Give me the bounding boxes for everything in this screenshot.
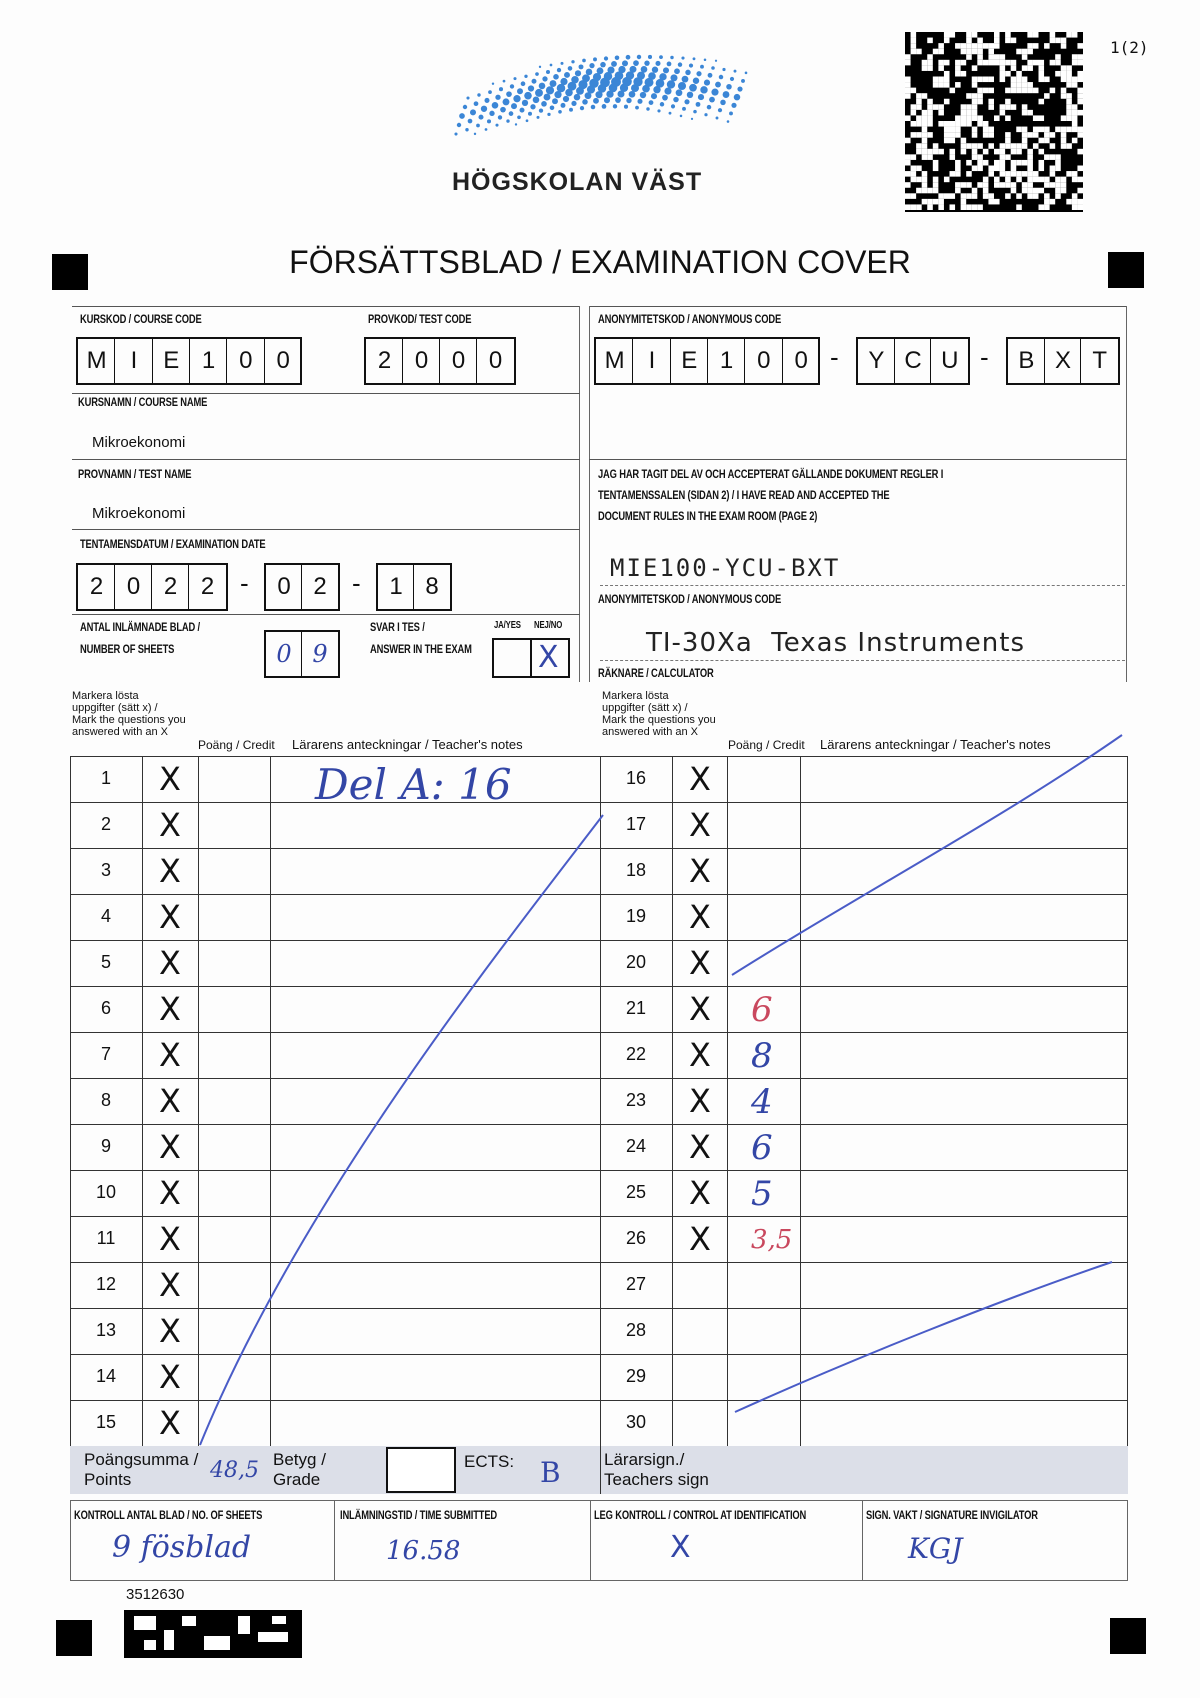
answered-mark[interactable]: X bbox=[689, 944, 711, 982]
answered-mark[interactable]: X bbox=[689, 760, 711, 798]
answered-mark[interactable]: X bbox=[159, 1358, 181, 1396]
ects-label: ECTS: bbox=[464, 1452, 515, 1471]
answered-mark[interactable]: X bbox=[159, 806, 181, 844]
time-submitted-value: 16.58 bbox=[386, 1536, 461, 1566]
exam-date-label: TENTAMENSDATUM / EXAMINATION DATE bbox=[80, 537, 266, 551]
char-cell: M bbox=[604, 347, 625, 374]
answer-label-2: ANSWER IN THE EXAM bbox=[370, 642, 472, 656]
test-name-value: Mikroekonomi bbox=[92, 505, 186, 522]
char-cell: 1 bbox=[719, 347, 734, 374]
ja-yes-label: JA/YES bbox=[494, 620, 521, 631]
question-number: 11 bbox=[96, 1228, 116, 1248]
anon-code-label: ANONYMITETSKOD / ANONYMOUS CODE bbox=[598, 312, 782, 326]
char-cell: C bbox=[904, 347, 922, 374]
question-number: 22 bbox=[625, 1044, 647, 1064]
answered-mark[interactable]: X bbox=[159, 1312, 181, 1350]
question-number: 5 bbox=[100, 952, 111, 972]
grade-label: Betyg / Grade bbox=[273, 1450, 326, 1489]
answered-mark[interactable]: X bbox=[159, 1036, 181, 1074]
question-number: 25 bbox=[625, 1182, 647, 1202]
control-sheets-value: 9 fösblad bbox=[112, 1530, 252, 1565]
question-number: 18 bbox=[625, 860, 647, 880]
char-cell: 1 bbox=[389, 573, 403, 600]
date-dash-1: - bbox=[240, 568, 249, 598]
question-number: 8 bbox=[100, 1090, 111, 1110]
points-label: Poängsumma / Points bbox=[84, 1450, 199, 1489]
answered-mark[interactable]: X bbox=[689, 1036, 711, 1074]
question-number: 15 bbox=[95, 1412, 117, 1432]
rules-text-2: TENTAMENSSALEN (SIDAN 2) / I HAVE READ AND ACCEPTED THE bbox=[598, 488, 890, 502]
points-sum-value: 48,5 bbox=[210, 1458, 259, 1483]
question-number: 19 bbox=[625, 906, 647, 926]
question-number: 23 bbox=[625, 1090, 647, 1110]
question-number: 16 bbox=[625, 768, 647, 788]
answer-no-mark: X bbox=[538, 640, 559, 675]
question-number: 26 bbox=[625, 1228, 647, 1248]
answered-mark[interactable]: X bbox=[159, 1174, 181, 1212]
question-number: 30 bbox=[625, 1412, 647, 1432]
char-cell: 0 bbox=[414, 347, 429, 374]
rules-text-1: JAG HAR TAGIT DEL AV OCH ACCEPTERAT GÄLLANDE DOKUMENT REGLER I bbox=[598, 467, 944, 481]
char-cell: E bbox=[681, 347, 698, 374]
invigilator-signature: KGJ bbox=[908, 1532, 963, 1565]
question-number: 24 bbox=[625, 1136, 647, 1156]
sheets-label-1: ANTAL INLÄMNADE BLAD / bbox=[80, 620, 200, 634]
question-number: 13 bbox=[95, 1320, 117, 1340]
handwritten-anon-code: MIE100-YCU-BXT bbox=[610, 554, 841, 582]
teacher-sign-label: Lärarsign./ Teachers sign bbox=[604, 1450, 709, 1489]
char-cell: I bbox=[648, 347, 656, 374]
question-number: 1 bbox=[100, 768, 111, 788]
char-cell: 8 bbox=[425, 573, 439, 600]
char-cell: U bbox=[941, 347, 959, 374]
anon-code-label-2: ANONYMITETSKOD / ANONYMOUS CODE bbox=[598, 592, 782, 606]
anon-dash-2: - bbox=[980, 342, 989, 372]
calculator-label: RÄKNARE / CALCULATOR bbox=[598, 666, 714, 680]
id-control-label: LEG KONTROLL / CONTROL AT IDENTIFICATION bbox=[594, 1508, 807, 1522]
control-sheets-label: KONTROLL ANTAL BLAD / NO. OF SHEETS bbox=[74, 1508, 263, 1522]
answered-mark[interactable]: X bbox=[689, 1128, 711, 1166]
course-name-label: KURSNAMN / COURSE NAME bbox=[78, 395, 208, 409]
char-cell: 1 bbox=[201, 347, 216, 374]
grade-box[interactable] bbox=[386, 1447, 456, 1493]
char-cell: E bbox=[163, 347, 180, 374]
answered-mark[interactable]: X bbox=[689, 990, 711, 1028]
credit-score: 6 bbox=[751, 1128, 773, 1168]
question-number: 9 bbox=[100, 1136, 111, 1156]
answered-mark[interactable]: X bbox=[689, 852, 711, 890]
credit-score: 4 bbox=[751, 1082, 773, 1122]
answered-mark[interactable]: X bbox=[159, 1220, 181, 1258]
answered-mark[interactable]: X bbox=[159, 1266, 181, 1304]
char-cell: 2 bbox=[89, 573, 104, 600]
credit-score: 6 bbox=[751, 990, 773, 1030]
credit-score: 5 bbox=[751, 1174, 773, 1214]
answered-mark[interactable]: X bbox=[159, 990, 181, 1028]
question-number: 27 bbox=[625, 1274, 647, 1294]
char-cell: 0 bbox=[276, 640, 292, 668]
question-number: 29 bbox=[625, 1366, 647, 1386]
question-number: 6 bbox=[100, 998, 111, 1018]
rules-text-3: DOCUMENT RULES IN THE EXAM ROOM (PAGE 2) bbox=[598, 509, 818, 523]
char-cell: 2 bbox=[377, 347, 392, 374]
barcode-icon bbox=[124, 1610, 302, 1658]
question-number: 17 bbox=[625, 814, 647, 834]
teacher-notes-header-left: Lärarens anteckningar / Teacher's notes bbox=[292, 737, 523, 752]
course-name-value: Mikroekonomi bbox=[92, 434, 186, 451]
time-submitted-label: INLÄMNINGSTID / TIME SUBMITTED bbox=[340, 1508, 498, 1522]
answered-mark[interactable]: X bbox=[159, 852, 181, 890]
char-cell: B bbox=[1018, 347, 1035, 374]
char-cell: T bbox=[1092, 347, 1108, 374]
barcode-number: 3512630 bbox=[126, 1586, 185, 1603]
answered-mark[interactable]: X bbox=[159, 898, 181, 936]
question-number: 3 bbox=[100, 860, 111, 880]
char-cell: 0 bbox=[488, 347, 503, 374]
question-number: 21 bbox=[625, 998, 647, 1018]
credit-score: 3,5 bbox=[751, 1225, 793, 1255]
question-number: 7 bbox=[100, 1044, 111, 1064]
invigilator-label: SIGN. VAKT / SIGNATURE INVIGILATOR bbox=[866, 1508, 1038, 1522]
nej-no-label: NEJ/NO bbox=[534, 620, 563, 631]
del-a-note: Del A: 16 bbox=[315, 760, 512, 809]
question-number: 12 bbox=[95, 1274, 117, 1294]
answered-mark[interactable]: X bbox=[689, 1220, 711, 1258]
mark-solved-instructions-right: Markera lösta uppgifter (sätt x) / Mark the questions you answered with an X bbox=[602, 690, 716, 738]
answered-mark[interactable]: X bbox=[689, 806, 711, 844]
question-number: 14 bbox=[95, 1366, 117, 1386]
logo-text: HÖGSKOLAN VÄST bbox=[452, 168, 703, 196]
char-cell: X bbox=[1055, 347, 1072, 374]
char-cell: M bbox=[86, 347, 107, 374]
answered-mark[interactable]: X bbox=[689, 1082, 711, 1120]
date-dash-2: - bbox=[352, 568, 361, 598]
credit-header-left: Poäng / Credit bbox=[198, 738, 275, 752]
char-cell: I bbox=[130, 347, 138, 374]
page-number: 1(2) bbox=[1110, 38, 1149, 57]
answered-mark[interactable]: X bbox=[689, 898, 711, 936]
question-number: 4 bbox=[100, 906, 111, 926]
credit-score: 8 bbox=[751, 1036, 773, 1076]
answered-mark[interactable]: X bbox=[689, 1174, 711, 1212]
char-cell: 0 bbox=[239, 347, 253, 374]
char-cell: 0 bbox=[276, 347, 290, 374]
question-number: 10 bbox=[95, 1182, 117, 1202]
char-cell: 0 bbox=[757, 347, 771, 374]
course-code-label: KURSKOD / COURSE CODE bbox=[80, 312, 202, 326]
teacher-notes-header-right: Lärarens anteckningar / Teacher's notes bbox=[820, 737, 1051, 752]
anon-dash-1: - bbox=[830, 342, 839, 372]
answer-label-1: SVAR I TES / bbox=[370, 620, 425, 634]
answered-mark[interactable]: X bbox=[159, 1404, 181, 1442]
test-name-label: PROVNAMN / TEST NAME bbox=[78, 467, 192, 481]
question-number: 20 bbox=[625, 952, 647, 972]
char-cell: Y bbox=[868, 347, 885, 374]
question-number: 28 bbox=[625, 1320, 647, 1340]
test-code-label: PROVKOD/ TEST CODE bbox=[368, 312, 472, 326]
sheets-label-2: NUMBER OF SHEETS bbox=[80, 642, 175, 656]
ects-grade-value: B bbox=[540, 1456, 561, 1489]
char-cell: 0 bbox=[126, 573, 141, 600]
credit-header-right: Poäng / Credit bbox=[728, 738, 805, 752]
char-cell: 0 bbox=[451, 347, 466, 374]
answered-mark[interactable]: X bbox=[159, 760, 181, 798]
page-title: FÖRSÄTTSBLAD / EXAMINATION COVER bbox=[289, 244, 911, 280]
answered-mark[interactable]: X bbox=[159, 944, 181, 982]
calculator-value: TI-30Xa Texas Instruments bbox=[646, 628, 1026, 658]
question-number: 2 bbox=[100, 814, 111, 834]
mark-solved-instructions: Markera lösta uppgifter (sätt x) / Mark the questions you answered with an X bbox=[72, 690, 186, 738]
char-cell: 2 bbox=[200, 573, 215, 600]
answered-mark[interactable]: X bbox=[159, 1082, 181, 1120]
char-cell: 2 bbox=[163, 573, 178, 600]
char-cell: 9 bbox=[312, 640, 328, 668]
char-cell: 0 bbox=[277, 573, 291, 600]
id-control-value: X bbox=[670, 1530, 691, 1565]
char-cell: 2 bbox=[313, 573, 327, 600]
char-cell: 0 bbox=[794, 347, 808, 374]
answered-mark[interactable]: X bbox=[159, 1128, 181, 1166]
